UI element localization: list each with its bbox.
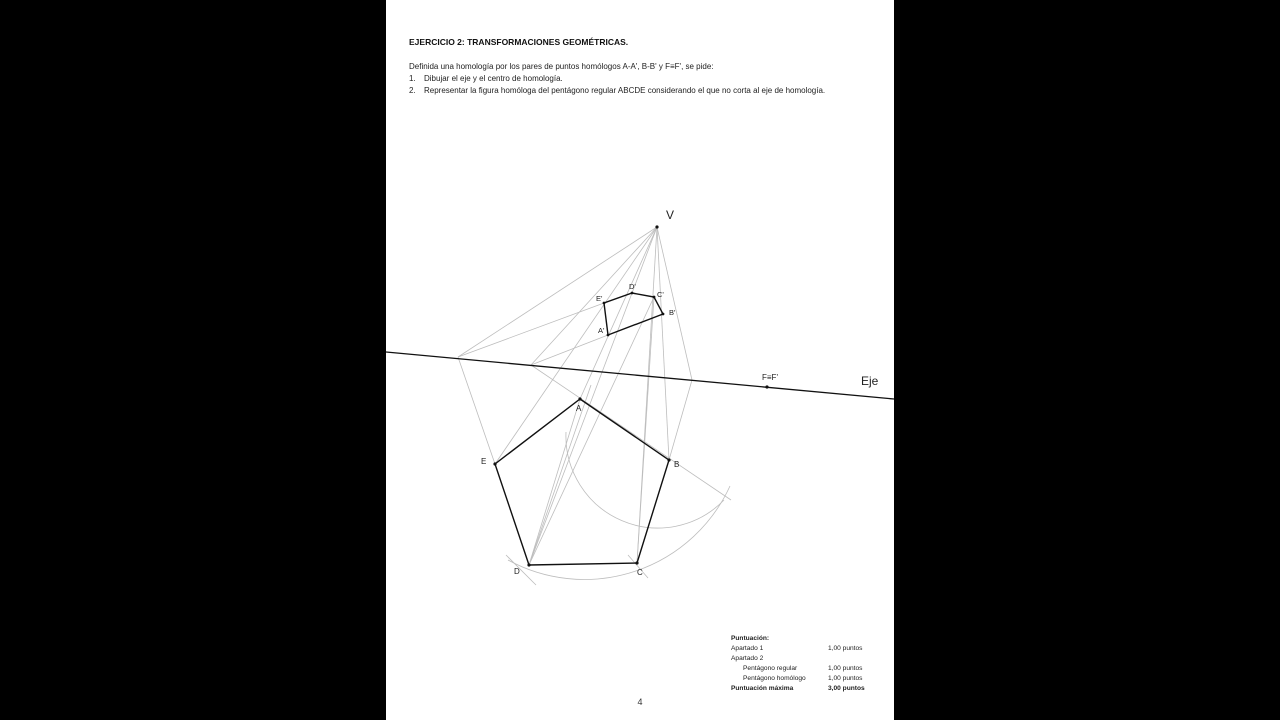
homology-axis	[386, 352, 894, 399]
scoring-label: Apartado 1	[731, 645, 764, 652]
label-a-prime: A'	[598, 326, 605, 335]
line-axis-a-prime	[531, 335, 608, 365]
line-c-prime-d	[529, 297, 654, 565]
label-d: D	[514, 567, 520, 576]
line-axis-e-prime	[458, 303, 604, 357]
exercise-intro: Definida una homología por los pares de puntos homólogos A-A', B-B' y F≡F', se pide:	[409, 62, 714, 71]
line-c-c-prime	[637, 297, 654, 563]
label-c: C	[637, 568, 643, 577]
item-number: 2.	[409, 86, 416, 95]
label-b: B	[674, 460, 680, 469]
label-a: A	[576, 404, 582, 413]
point-c-prime	[653, 296, 656, 299]
point-a-prime	[607, 334, 610, 337]
pentagon-abcde	[495, 399, 669, 565]
line-d-axis	[529, 385, 591, 565]
label-e-prime: E'	[596, 294, 603, 303]
scoring-total-label: Puntuación máxima	[731, 685, 794, 692]
exercise-title: EJERCICIO 2: TRANSFORMACIONES GEOMÉTRICAS.	[409, 37, 629, 47]
point-a	[578, 397, 581, 400]
ray-v-axis-left	[458, 227, 657, 357]
construction-arc-small	[566, 432, 724, 528]
scoring-label: Pentágono homólogo	[743, 675, 806, 682]
line-axis-b	[669, 380, 692, 460]
label-b-prime: B'	[669, 308, 676, 317]
ray-v-b	[657, 227, 669, 460]
ray-v-d	[529, 227, 657, 565]
label-eje: Eje	[861, 374, 879, 388]
figure-points	[493, 225, 768, 566]
line-a-d	[529, 399, 580, 565]
item-number: 1.	[409, 74, 416, 83]
point-e	[493, 462, 496, 465]
ray-v-axis-mid	[531, 227, 657, 365]
scoring-value: 1,00 puntos	[828, 665, 863, 672]
scoring-label: Pentágono regular	[743, 665, 798, 672]
label-d-prime: D'	[629, 282, 636, 291]
construction-lines	[458, 227, 731, 585]
point-d	[527, 563, 530, 566]
label-c-prime: C'	[657, 290, 664, 299]
item-text: Dibujar el eje y el centro de homología.	[424, 74, 563, 83]
label-v: V	[666, 208, 675, 222]
point-e-prime	[603, 302, 606, 305]
scoring-heading: Puntuación:	[731, 635, 770, 642]
item-text: Representar la figura homóloga del pentágono regular ABCDE considerando el que no corta al eje de homología.	[424, 86, 826, 95]
ray-v-axis-right	[657, 227, 692, 380]
scoring-value: 1,00 puntos	[828, 675, 863, 682]
label-f: F≡F'	[762, 373, 778, 382]
point-b-prime	[662, 313, 665, 316]
homology-figure	[386, 0, 894, 720]
scoring-value: 1,00 puntos	[828, 645, 863, 652]
point-d-prime	[631, 292, 634, 295]
scoring-total-value: 3,00 puntos	[828, 685, 865, 692]
scoring-label: Apartado 2	[731, 655, 764, 662]
page-number: 4	[637, 697, 643, 707]
exam-page	[386, 0, 894, 720]
point-v	[655, 225, 658, 228]
point-f	[765, 385, 768, 388]
line-axis-e	[458, 357, 495, 464]
point-b	[667, 458, 670, 461]
point-c	[635, 561, 638, 564]
label-e: E	[481, 457, 487, 466]
